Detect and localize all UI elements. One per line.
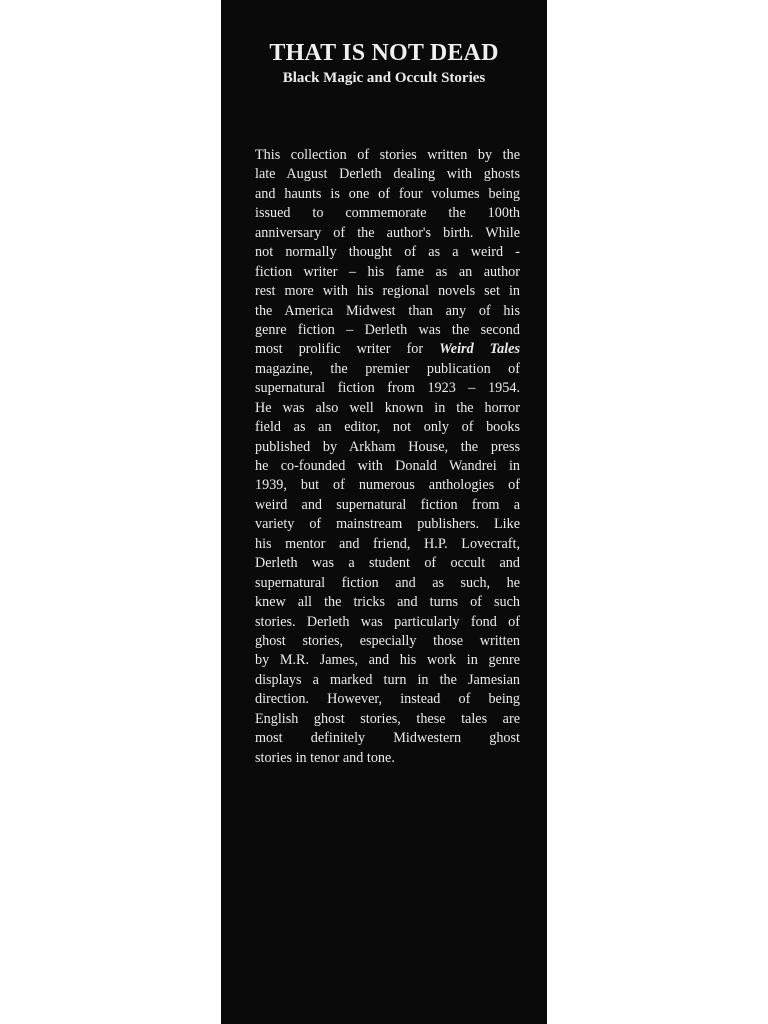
blurb-line: not normally thought of as a weird - (255, 244, 520, 261)
magazine-title: Weird Tales (439, 341, 520, 358)
blurb-line: This collection of stories written by the (255, 147, 520, 163)
book-jacket-flap (221, 0, 547, 1024)
blurb-line: direction. However, instead of being (255, 691, 520, 708)
blurb-line: late August Derleth dealing with ghosts (255, 166, 520, 183)
book-title: THAT IS NOT DEAD (269, 40, 499, 66)
blurb-line: most definitely Midwestern ghost (255, 730, 520, 747)
blurb-line: ghost stories, especially those written (255, 632, 520, 649)
blurb-line-with-magazine (255, 340, 520, 359)
blurb-line: the America Midwest than any of his (255, 302, 520, 319)
blurb-line: Derleth was a student of occult and (255, 555, 520, 572)
blurb-line: by M.R. James, and his work in genre (255, 652, 520, 669)
blurb-line: and haunts is one of four volumes being (255, 185, 520, 202)
blurb-line: his mentor and friend, H.P. Lovecraft, (255, 535, 520, 552)
blurb-line: 1939, but of numerous anthologies of (255, 477, 520, 494)
blurb-line: weird and supernatural fiction from a (255, 496, 520, 513)
blurb-line: field as an editor, not only of books (255, 419, 520, 436)
blurb-line: knew all the tricks and turns of such (255, 594, 520, 611)
blurb-line: displays a marked turn in the Jamesian (255, 671, 520, 688)
blurb-line: He was also well known in the horror (255, 399, 520, 416)
blurb-line: English ghost stories, these tales are (255, 710, 520, 727)
jacket-blurb (255, 146, 520, 768)
blurb-line-text: most prolific writer for (255, 341, 424, 358)
book-subtitle: Black Magic and Occult Stories (282, 70, 486, 86)
blurb-line: stories. Derleth was particularly fond of (255, 613, 520, 630)
blurb-line: genre fiction – Derleth was the second (255, 321, 520, 338)
blurb-line: magazine, the premier publication of (255, 360, 520, 377)
blurb-line: issued to commemorate the 100th (255, 205, 520, 222)
blurb-line: anniversary of the author's birth. While (255, 224, 520, 241)
blurb-line: published by Arkham House, the press (255, 438, 520, 455)
blurb-line: supernatural fiction from 1923 – 1954. (255, 380, 520, 397)
blurb-line: rest more with his regional novels set in (255, 283, 520, 300)
blurb-line: variety of mainstream publishers. Like (255, 516, 520, 533)
blurb-line: he co-founded with Donald Wandrei in (255, 458, 520, 474)
blurb-line: fiction writer – his fame as an author (255, 263, 520, 280)
blurb-line: stories in tenor and tone. (255, 749, 395, 766)
blurb-line: supernatural fiction and as such, he (255, 574, 520, 591)
